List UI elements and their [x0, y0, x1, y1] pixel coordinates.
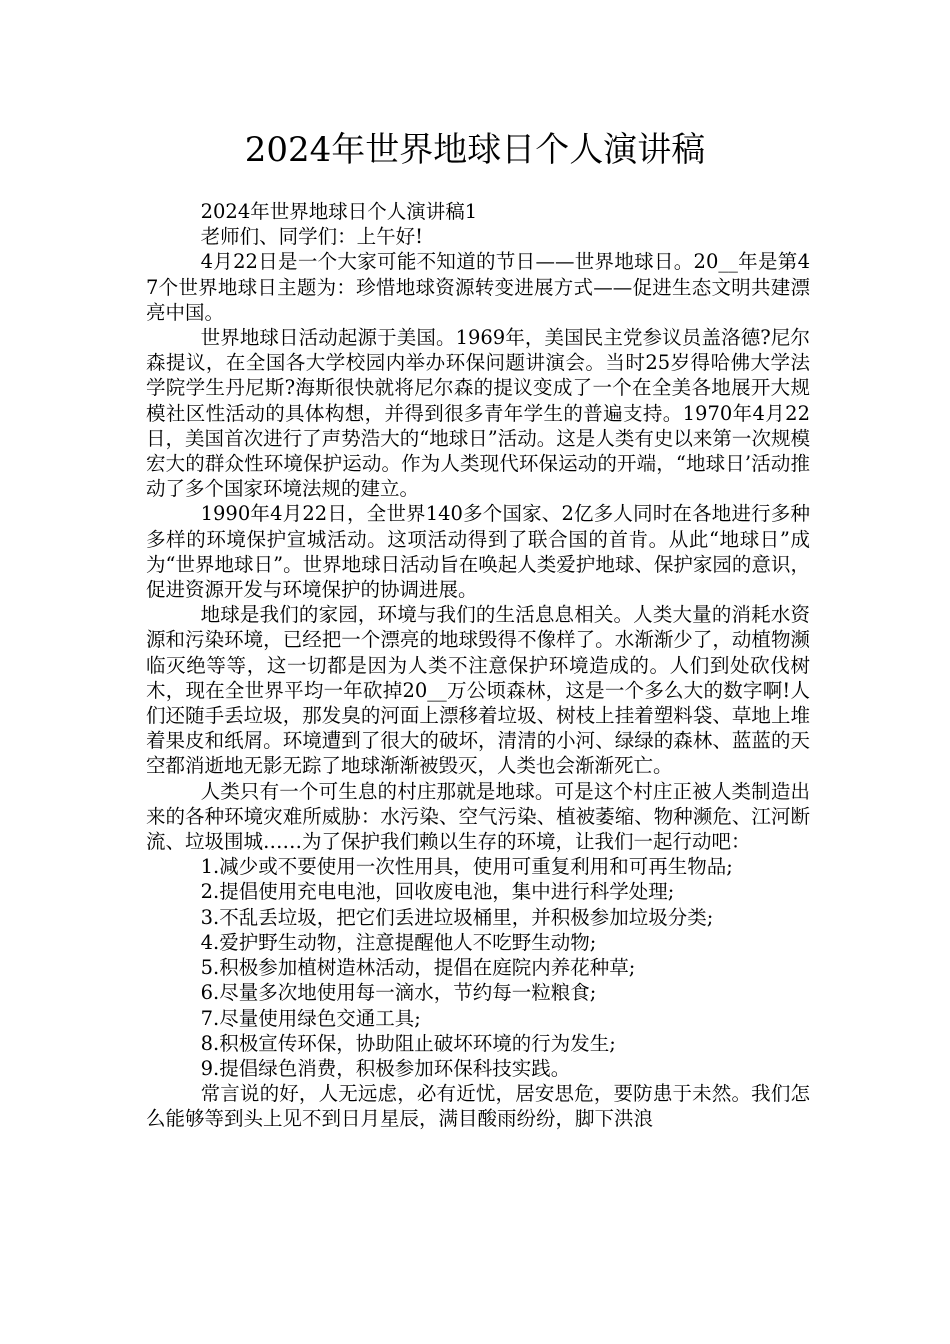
list-item: 1.减少或不要使用一次性用具，使用可重复利用和可再生物品;	[200, 855, 733, 879]
document-title: 2024年世界地球日个人演讲稿	[244, 130, 706, 170]
paragraph: 人类只有一个可生息的村庄那就是地球。可是这个村庄正被人类制造出来的各种环境灾难所威胁：水污染、空气污染、植被萎缩、物种濒危、江河断流、垃圾围城……为了保护我们赖以生存的环境，让我们一起行动吧：	[146, 779, 810, 854]
paragraph: 4月22日是一个大家可能不知道的节日——世界地球日。20__年是第47个世界地球日主题为：珍惜地球资源转变进展方式——促进生态文明共建漂亮中国。	[146, 250, 810, 324]
paragraph-greeting: 老师们、同学们：上午好!	[200, 225, 423, 249]
list-item: 6.尽量多次地使用每一滴水，节约每一粒粮食;	[200, 981, 597, 1005]
paragraph: 常言说的好，人无远虑，必有近忧，居安思危，要防患于未然。我们怎么能够等到头上见不到日月星辰，满目酸雨纷纷，脚下洪浪	[146, 1082, 810, 1131]
list-item: 8.积极宣传环保，协助阻止破坏环境的行为发生;	[200, 1031, 616, 1055]
list-item: 7.尽量使用绿色交通工具;	[200, 1006, 421, 1030]
paragraph: 世界地球日活动起源于美国。1969年，美国民主党参议员盖洛德?尼尔森提议，在全国各大学校园内举办环保问题讲演会。当时25岁得哈佛大学法学院学生丹尼斯?海斯很快就将尼尔森的提议变成了一个在全美各地展开大规模社区性活动的具体构想，并得到很多青年学生的普遍支持。1970年4月22日，美国首次进行了声势浩大的“地球日”活动。这是人类有史以来第一次规模宏大的群众性环境保护运动。作为人类现代环保运动的开端，“地球日’活动推动了多个国家环境法规的建立。	[146, 326, 810, 501]
list-item: 2.提倡使用充电电池，回收废电池，集中进行科学处理;	[200, 880, 675, 904]
paragraph-heading: 2024年世界地球日个人演讲稿1	[200, 200, 478, 223]
paragraph: 地球是我们的家园，环境与我们的生活息息相关。人类大量的消耗水资源和污染环境，已经把一个漂亮的地球毁得不像样了。水渐渐少了，动植物濒临灭绝等等，这一切都是因为人类不注意保护环境造成的。人们到处砍伐树木，现在全世界平均一年砍掉20__万公顷森林，这是一个多么大的数字啊!人们还随手丢垃圾，那发臭的河面上漂移着垃圾、树枝上挂着塑料袋、草地上堆着果皮和纸屑。环境遭到了很大的破坏，清清的小河、绿绿的森林、蓝蓝的天空都消逝地无影无踪了地球渐渐被毁灭，人类也会渐渐死亡。	[146, 603, 810, 778]
list-item: 5.积极参加植树造林活动，提倡在庭院内养花种草;	[200, 956, 636, 980]
list-item: 9.提倡绿色消费，积极参加环保科技实践。	[200, 1056, 571, 1080]
document-body	[146, 199, 810, 1132]
list-item: 3.不乱丢垃圾，把它们丢进垃圾桶里，并积极参加垃圾分类;	[200, 905, 714, 929]
paragraph: 1990年4月22日，全世界140多个国家、2亿多人同时在各地进行多种多样的环境保护宣城活动。这项活动得到了联合国的首肯。从此“地球日”成为“世界地球日”。世界地球日活动旨在唤起人类爱护地球、保护家园的意识，促进资源开发与环境保护的协调进展。	[146, 502, 810, 602]
list-item: 4.爱护野生动物，注意提醒他人不吃野生动物;	[200, 930, 597, 954]
